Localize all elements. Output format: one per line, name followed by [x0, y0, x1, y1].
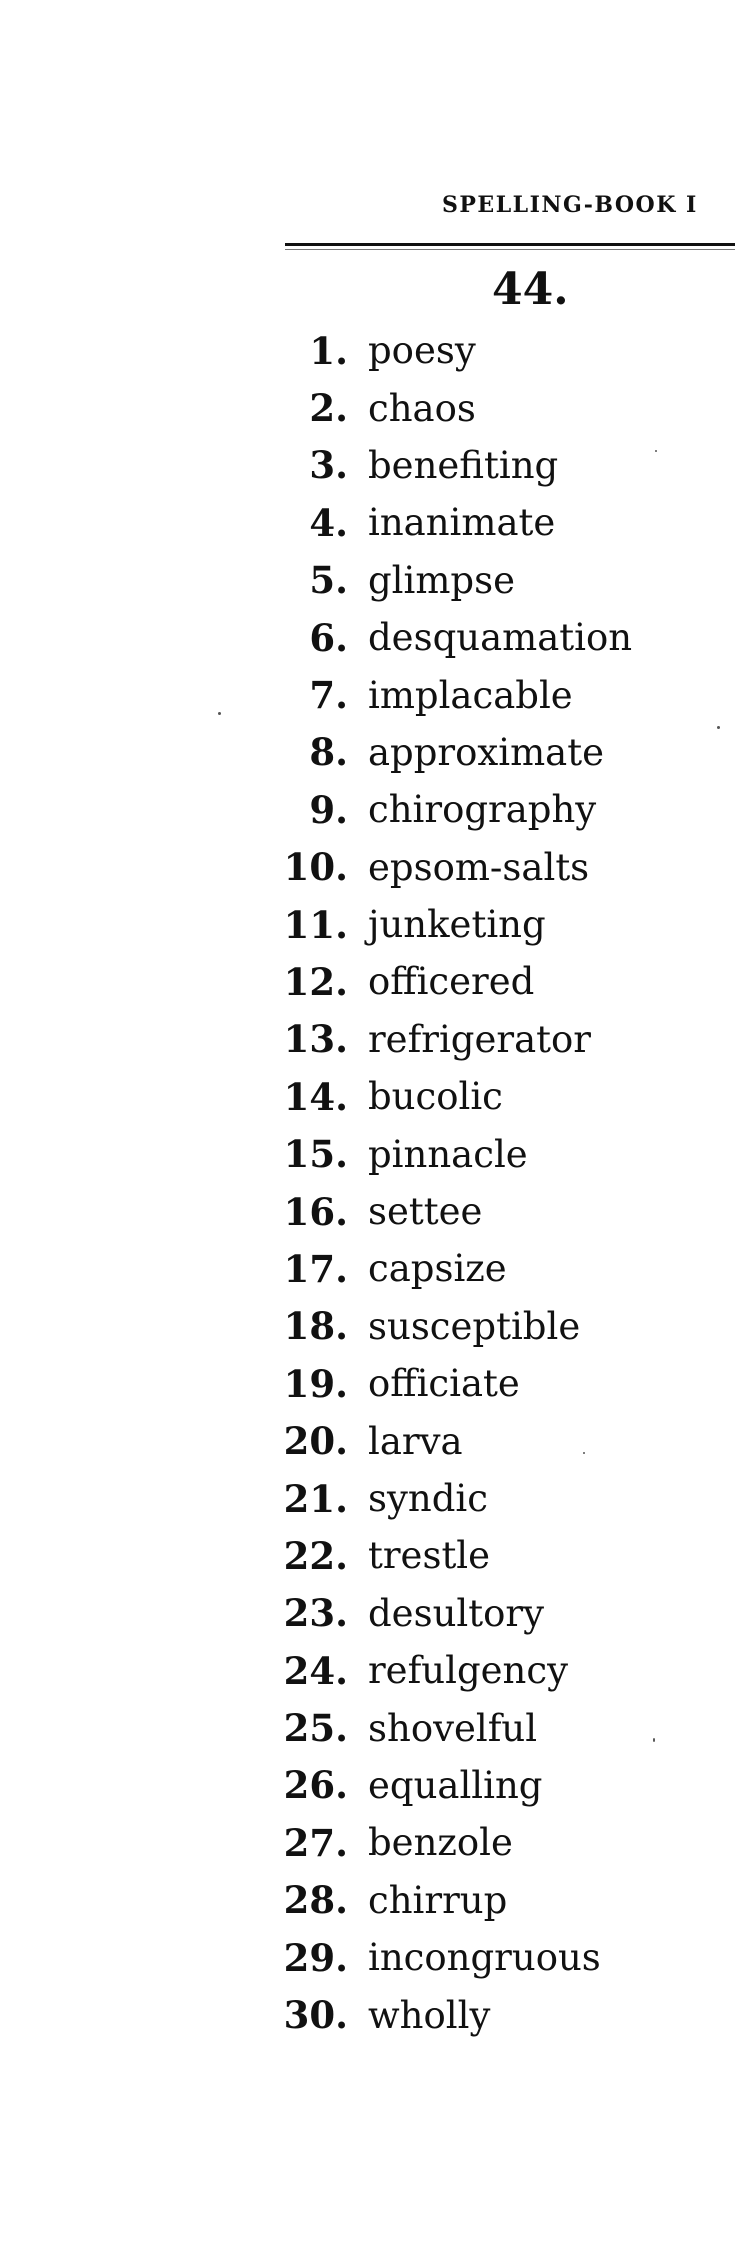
word-entry [268, 666, 632, 723]
word-number: 13. [283, 1017, 348, 1062]
spelling-word: pinnacle [368, 1132, 528, 1176]
spelling-word: chirography [368, 788, 597, 832]
word-entry [268, 1183, 632, 1240]
paper-speck [653, 1738, 655, 1742]
spelling-word: desquamation [368, 616, 633, 660]
spelling-word: shovelful [368, 1706, 538, 1750]
word-entry [268, 781, 632, 838]
word-number: 28. [283, 1878, 348, 1923]
spelling-word: refulgency [368, 1649, 568, 1693]
word-number: 17. [283, 1246, 348, 1291]
word-number: 30. [283, 1993, 348, 2038]
word-number: 14. [283, 1074, 348, 1119]
word-number: 11. [283, 902, 348, 947]
word-number: 22. [283, 1533, 348, 1578]
spelling-word: epsom-salts [368, 845, 590, 889]
word-entry [268, 1240, 632, 1297]
word-number: 20. [283, 1419, 348, 1464]
word-entry [268, 552, 632, 609]
spelling-word: bucolic [368, 1075, 503, 1119]
word-number: 16. [283, 1189, 348, 1234]
paper-speck [218, 712, 221, 715]
spelling-word: desultory [368, 1591, 544, 1635]
word-number: 9. [309, 787, 348, 832]
spelling-word: larva [368, 1419, 463, 1463]
paper-speck [583, 1452, 585, 1454]
spelling-word: wholly [368, 1993, 491, 2037]
word-number: 12. [283, 959, 348, 1004]
word-entry [268, 896, 632, 953]
word-entry [268, 839, 632, 896]
word-entry [268, 1986, 632, 2043]
word-number: 6. [309, 615, 348, 660]
word-number: 1. [309, 328, 348, 373]
word-entry [268, 379, 632, 436]
spelling-word: benefiting [368, 443, 559, 487]
spelling-word: inanimate [368, 501, 556, 545]
word-number: 29. [283, 1935, 348, 1980]
paper-speck [655, 450, 657, 452]
word-entry [268, 1929, 632, 1986]
spelling-word: implacable [368, 673, 573, 717]
word-entry [268, 953, 632, 1010]
word-entry [268, 1011, 632, 1068]
spelling-word: approximate [368, 730, 605, 774]
spelling-word: junketing [368, 903, 546, 947]
word-number: 26. [283, 1763, 348, 1808]
spelling-word: incongruous [368, 1936, 601, 1980]
word-entry [268, 494, 632, 551]
running-head: SPELLING-BOOK I [442, 192, 698, 218]
word-number: 21. [283, 1476, 348, 1521]
header-rule [285, 243, 735, 246]
word-entry [268, 1814, 632, 1871]
word-entry [268, 1412, 632, 1469]
word-entry [268, 609, 632, 666]
word-number: 18. [283, 1304, 348, 1349]
word-entry [268, 724, 632, 781]
word-entry [268, 1125, 632, 1182]
spelling-word: officiate [368, 1362, 520, 1406]
header-rule-thin [285, 249, 735, 250]
spelling-word: capsize [368, 1247, 507, 1291]
word-entry [268, 322, 632, 379]
spelling-word: officered [368, 960, 535, 1004]
word-number: 7. [309, 673, 348, 718]
word-entry [268, 1068, 632, 1125]
word-entry [268, 437, 632, 494]
word-number: 3. [309, 443, 348, 488]
spelling-word: susceptible [368, 1304, 581, 1348]
word-number: 10. [283, 845, 348, 890]
word-number: 4. [309, 500, 348, 545]
word-number: 27. [283, 1820, 348, 1865]
word-number: 23. [283, 1591, 348, 1636]
spelling-word: chirrup [368, 1878, 508, 1922]
spelling-word: refrigerator [368, 1017, 591, 1061]
word-number: 24. [283, 1648, 348, 1693]
word-entry [268, 1298, 632, 1355]
word-number: 5. [309, 558, 348, 603]
spelling-word-list [268, 322, 632, 2044]
spelling-word: settee [368, 1190, 483, 1234]
spelling-word: chaos [368, 386, 476, 430]
word-number: 2. [309, 386, 348, 431]
word-entry [268, 1872, 632, 1929]
word-number: 19. [283, 1361, 348, 1406]
spelling-word: poesy [368, 329, 476, 373]
word-entry [268, 1470, 632, 1527]
word-entry [268, 1355, 632, 1412]
word-entry [268, 1699, 632, 1756]
paper-speck [717, 726, 720, 729]
word-entry [268, 1527, 632, 1584]
word-number: 8. [309, 730, 348, 775]
word-entry [268, 1585, 632, 1642]
word-number: 15. [283, 1132, 348, 1177]
spelling-word: glimpse [368, 558, 516, 602]
word-entry [268, 1642, 632, 1699]
spelling-word: trestle [368, 1534, 491, 1578]
spelling-word: equalling [368, 1763, 543, 1807]
lesson-number: 44. [492, 264, 569, 315]
spelling-word: benzole [368, 1821, 513, 1865]
word-number: 25. [283, 1706, 348, 1751]
spelling-word: syndic [368, 1477, 488, 1520]
word-entry [268, 1757, 632, 1814]
